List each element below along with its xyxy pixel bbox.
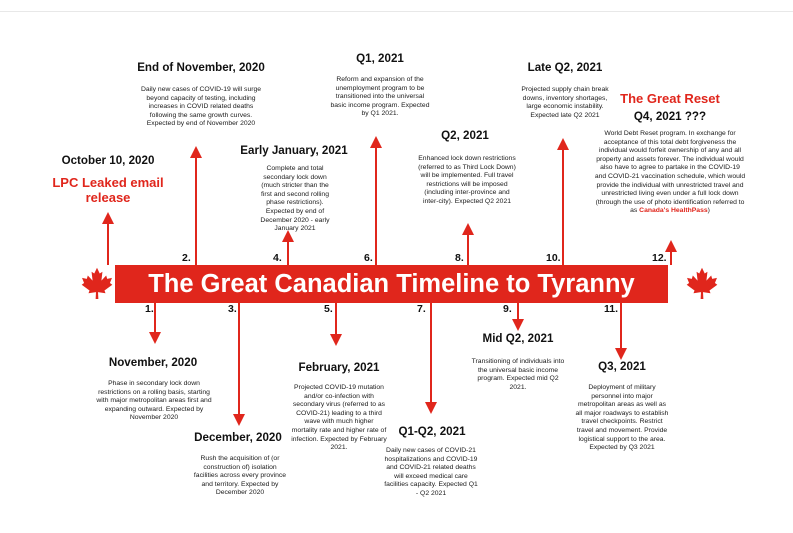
event-description: Deployment of military personnel into major metropolitan areas as well as all major roadways to establish travel checkpoints. Restrict travel and movement. Provide logistical support to the area. Expected by Q3 2021 (575, 384, 669, 452)
event-description-end: ) (707, 207, 710, 215)
event-title: Q1-Q2, 2021 (398, 425, 466, 438)
timeline-banner: The Great Canadian Timeline to Tyranny (115, 265, 668, 303)
event-title: October 10, 2020 (61, 154, 155, 167)
event-title: Q1, 2021 (356, 52, 404, 65)
event-subtitle: LPC Leaked email release (52, 175, 164, 205)
event-number: 8. (455, 252, 464, 264)
event-title: Q4, 2021 ??? (633, 110, 707, 123)
event-description: Phase in secondary lock down restrictions on a rolling basis, starting with major metropolitan areas first and expanding outward. Expected by November 2020 (96, 380, 212, 422)
event-description-block (594, 130, 746, 216)
event-title: Late Q2, 2021 (527, 61, 603, 74)
event-heading: The Great Reset (620, 91, 720, 106)
event-description: Complete and total secondary lock down (much stricter than the first and second rolling phase restrictions). Expected by end of December 2020 - early January 2021 (260, 165, 330, 233)
healthpass-highlight: Canada's HealthPass (639, 207, 708, 215)
event-description: Reform and expansion of the unemployment program to be transitioned into the universal basic income program. Expected by Q1 2021. (330, 76, 430, 118)
event-title: Q2, 2021 (441, 129, 489, 142)
event-title: Early January, 2021 (240, 144, 348, 157)
event-number: 4. (273, 252, 282, 264)
event-number: 6. (364, 252, 373, 264)
event-description: Transitioning of individuals into the universal basic income program. Expected mid Q2 2021. (471, 358, 565, 391)
maple-leaf-icon (80, 266, 114, 300)
event-description: Daily new cases of COVID-21 hospitalizations and COVID-19 and COVID-21 related deaths will exceed medical care facilities capacity. Expected Q1 - Q2 2021 (384, 447, 478, 497)
event-description: Enhanced lock down restrictions (referred to as Third Lock Down) will be implemented. Full travel restrictions will be imposed (including inter-province and inter-city). Expected Q2 2021 (418, 155, 516, 205)
event-number: 9. (503, 303, 512, 315)
event-number: 11. (604, 303, 619, 315)
event-description: Daily new cases of COVID-19 will surge beyond capacity of testing, including increases in COVID related deaths following the same growth curves. Expected by end of November 2020 (140, 86, 262, 128)
event-title: Q3, 2021 (598, 360, 646, 373)
event-description: Rush the acquisition of (or construction of) isolation facilities across every province and territory. Expected by December 2020 (193, 455, 287, 497)
event-title: February, 2021 (298, 361, 380, 374)
event-title: November, 2020 (108, 356, 198, 369)
event-number: 3. (228, 303, 237, 315)
event-title: Mid Q2, 2021 (482, 332, 554, 345)
event-description: World Debt Reset program. In exchange for acceptance of this total debt forgiveness the individual would forfeit ownership of any and all property and assets forever. The individual would also have to agree to partake in the COVID-19 and COVID-21 vaccination schedule, which would provide the individual with unrestricted travel and unrestricted living even under a full lock down (through the use of photo identification referred to as (594, 130, 746, 215)
event-description: Projected COVID-19 mutation and/or co-infection with secondary virus (referred to as COVID-21) leading to a third wave with much higher mortality rate and higher rate of infection. Expected by February 2021. (291, 384, 387, 452)
event-number: 12. (652, 252, 667, 264)
event-number: 5. (324, 303, 333, 315)
event-number: 1. (145, 303, 154, 315)
event-number: 10. (546, 252, 561, 264)
event-title: December, 2020 (194, 431, 282, 444)
event-number: 2. (182, 252, 191, 264)
event-title: End of November, 2020 (137, 61, 265, 74)
event-description: Projected supply chain break downs, inventory shortages, large economic instability. Expected late Q2 2021 (521, 86, 609, 119)
event-number: 7. (417, 303, 426, 315)
maple-leaf-icon (685, 266, 719, 300)
